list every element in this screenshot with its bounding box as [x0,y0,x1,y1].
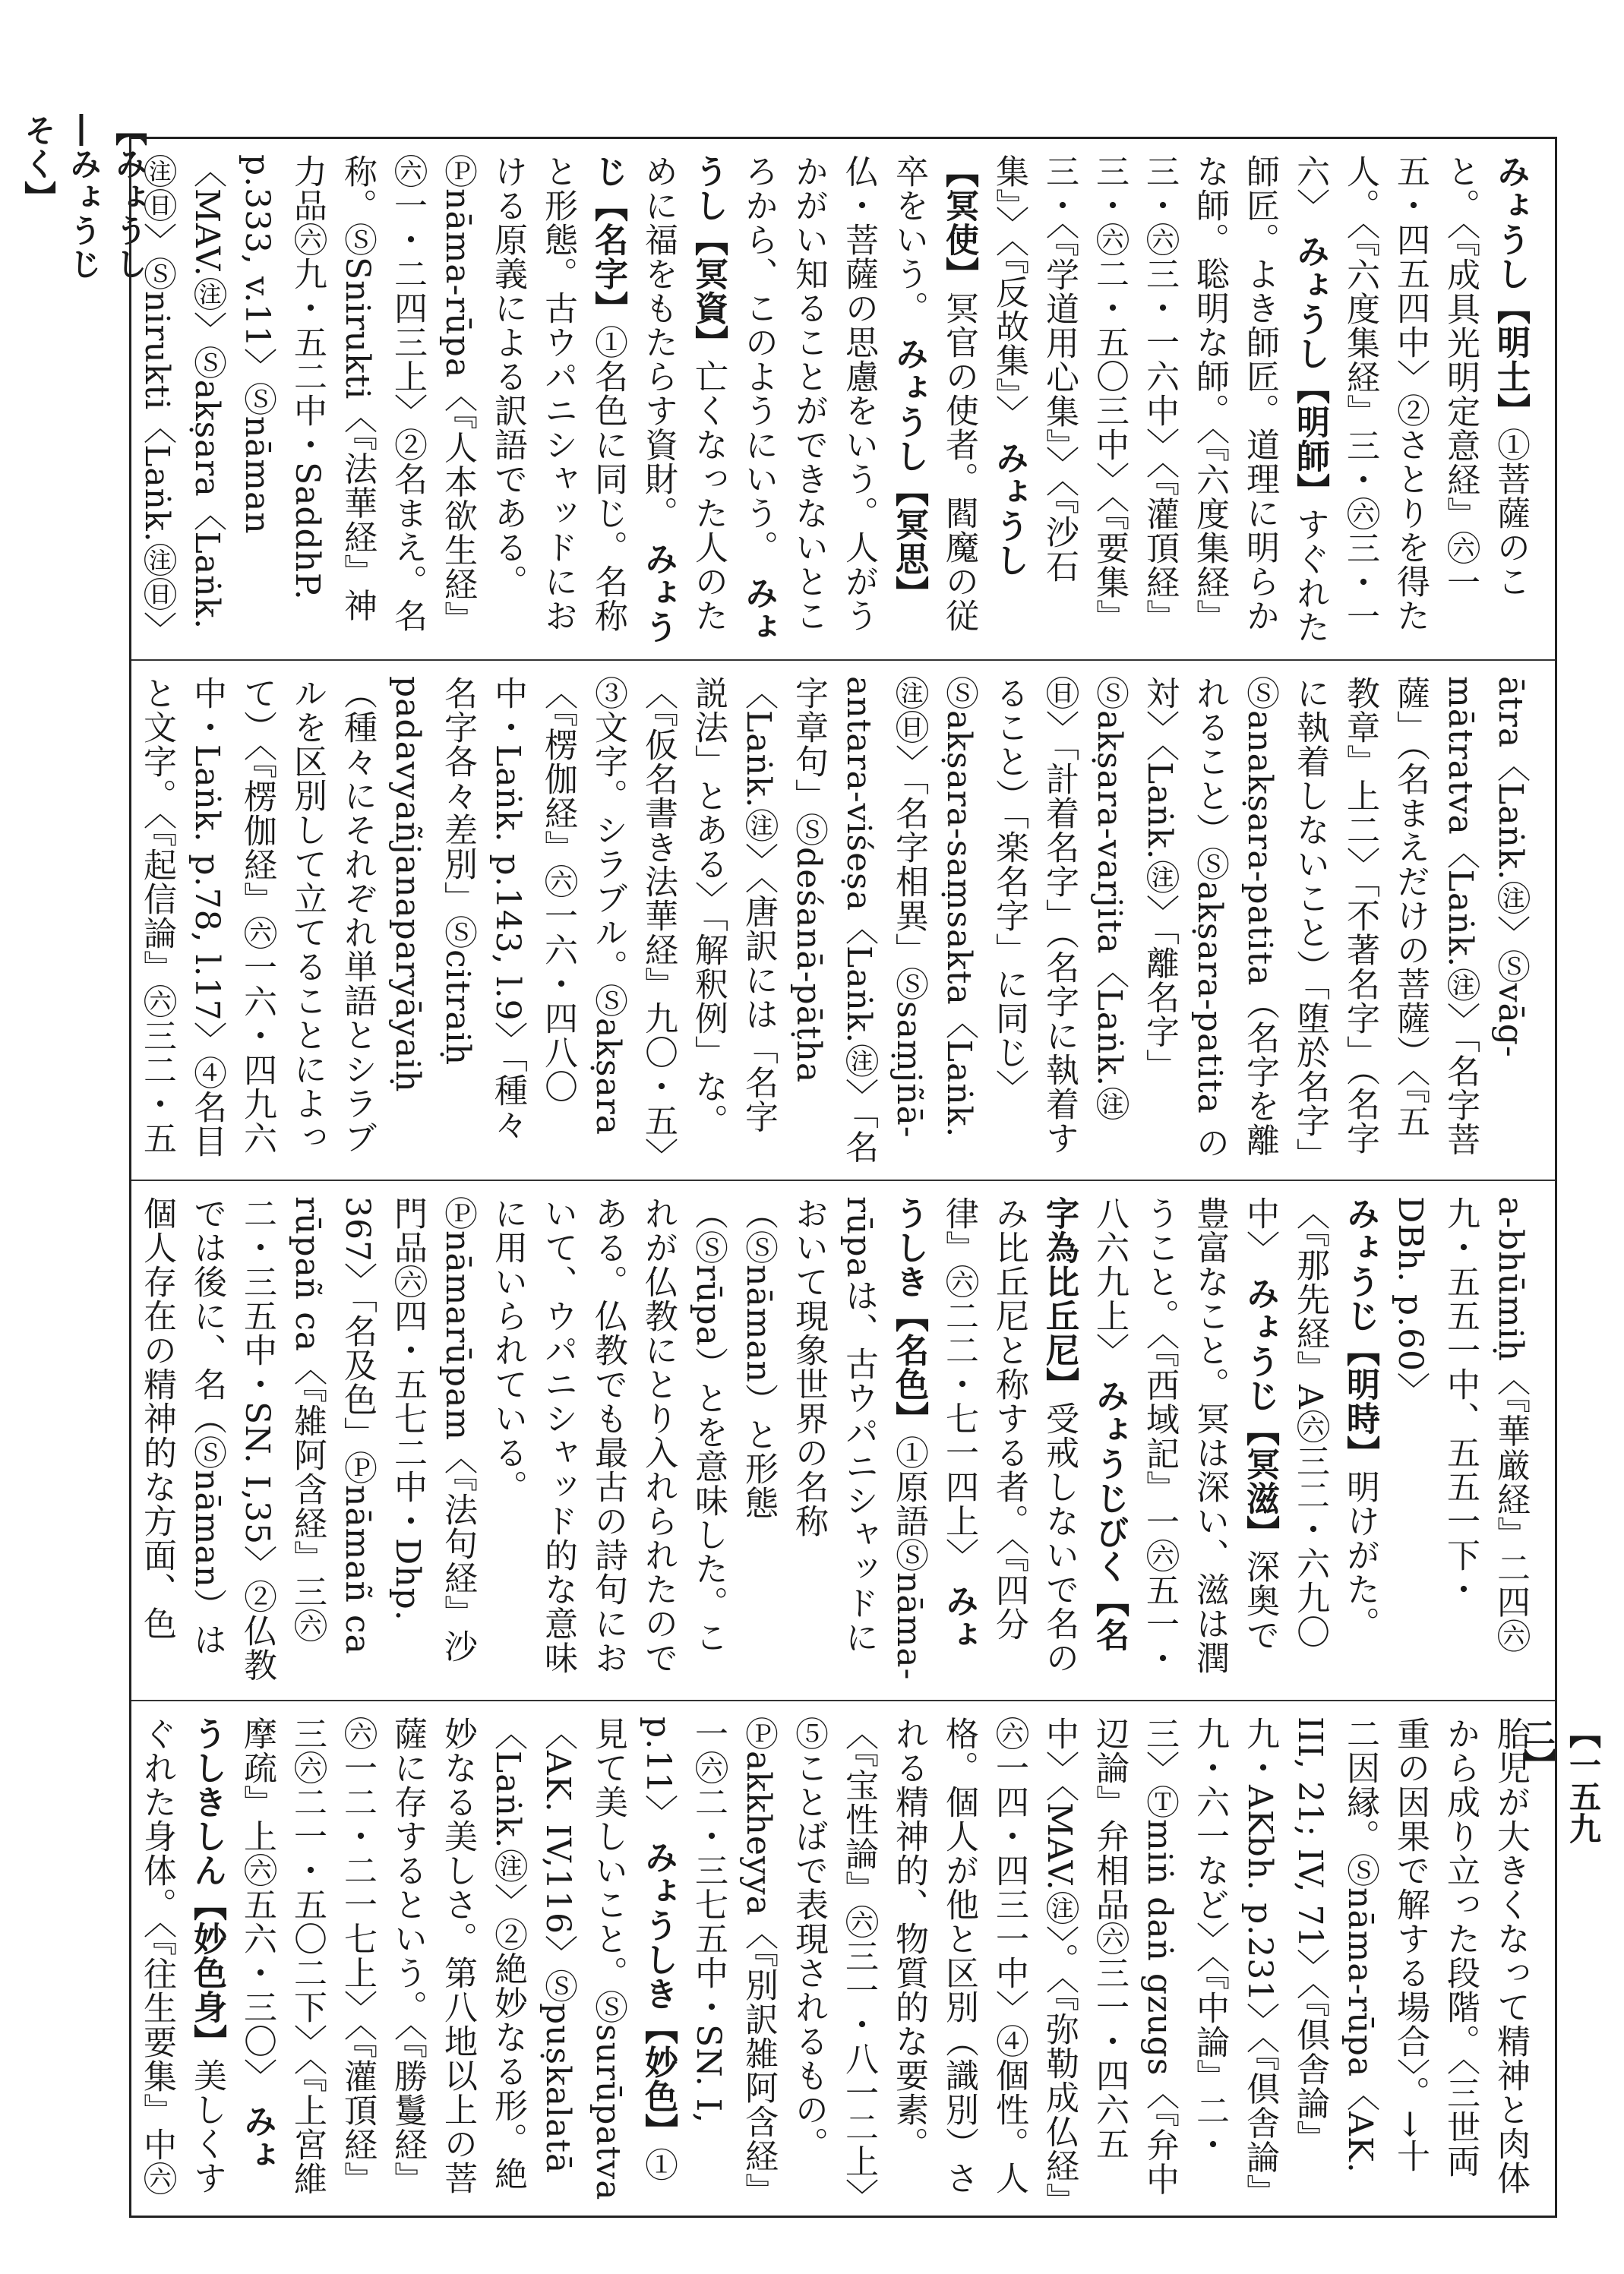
entry-body: 仏・菩薩の思慮をいう。人がうかがい知ることができないところから、このようにいう。 [739,154,878,633]
tier-2 [131,659,1555,1180]
tier-4 [131,1700,1555,2218]
entry-body: ①名色に同じ。名称と形態。古ウパニシャッドにおける原義による訳語である。Ⓟnāma-rūpa〈『人本欲生経』㊅一・二四三上〉②名まえ。名称。ⓈSnirukti〈『法華経』神力品㊅九・五二中・SaddhP. p.333, v.11〉Ⓢnāman〈MAV.㊟〉Ⓢakṣara〈Laṅk.㊟㊐〉Ⓢnirukti〈Laṅk.㊟㊐〉 [137,154,627,636]
entry-body: a-bhūmiḥ〈『華厳経』二四㊅九・五五一中、五五一下・DBh. p.60〉 [1391,1196,1530,1653]
entry-headword: みょうしき【妙色】 [639,1840,678,2148]
entry-headword: みょうし【冥資】 [689,154,778,644]
page-number: 【一五九二】 [1519,1717,1602,1844]
entry-headword: みょうし【明師】 [1291,234,1329,507]
entry-body: 深奥で豊富なこと。冥は深い、滋は潤うこと。〈『西域記』一㊅五一・八六九上〉 [1090,1196,1279,1675]
entry [131,676,1530,1164]
entry-headword: みょうじびく【名字為比丘尼】 [1040,1196,1129,1652]
entry-body: 亡くなった人のために福をもたらす資財。 [639,154,728,633]
entry-headword: みょうじ【明時】 [1341,1196,1379,1470]
entry [238,1717,678,2200]
entry-body: 胎児が大きくなって精神と肉体から成り立った段階。〈三世両重の因果で解する場合〉。→十二因縁。Ⓢnāma-rūpa〈AK. III, 21; IV, 71〉〈『倶舎論』九・AKbh. p.231〉〈『倶舎論』九・六一など〉〈『中論』二・三〉Ⓣmiṅ daṅ gzugs〈『弁中辺論』弁相品㊅三一・四六五中〉〈MAV.㊟〉。〈『弥勒成仏経』㊅一四・四三一中〉④個性。人格。個人が他と区別（識別）される精神的、物質的な要素。〈『宝性論』㊅三一・八一二上〉⑤ことばで表現されるもの。Ⓟakkheyya〈『別訳雑阿含経』一㊅二・三七五中・SN. I, p.11〉 [639,1717,1530,2200]
entry-headword: みょうじ【冥滋】 [1240,1276,1279,1549]
entry [1391,1196,1530,1653]
entry-body: ①原語Ⓢnāma-rūpaは、古ウパニシャッドにおいて現象世界の名称（Ⓢnāman）と形態（Ⓢrūpa）とを意味した。これが仏教にとり入れられたのである。仏教でも最古の詩句において、ウパニシャッド的な意味に用いられている。Ⓟnāmarūpam〈『法句経』沙門品㊅四・五七二中・Dhp. 367〉「名及色」Ⓟnāmañ ca rūpañ ca〈『雑阿含経』三㊅二・三五中・SN. I,35〉②仏教では後に、名（Ⓢnāman）は個人存在の精神的な方面、色 [137,1196,928,1682]
entry-headword: みょうし【明士】 [1491,154,1530,428]
entry-body: ①菩薩のこと。〈『成具光明定意経』㊅一五・四五四中〉②さとりを得た人。〈『六度集経』三・㊅三・一六〉 [1291,154,1530,633]
entry-headword: みょうしき【名色】 [889,1196,978,1652]
page-header: 【みょうし―みょうじそく】 [20,114,148,281]
tier-1 [131,139,1555,659]
entry [990,154,1329,644]
entry-headword: みょうし【冥思】 [889,336,928,610]
entry-body: 明けがた。〈『那先経』A㊅三二・六九〇中〉 [1240,1196,1379,1649]
entry-headword: みょうし【冥使】 [940,154,1028,577]
entry [639,1717,1530,2200]
entry-body: 美しくすぐれた身体。〈『往生要集』中㊅ [137,1717,226,2196]
entry-body: 受戒しないで名のみ比丘尼と称する者。〈『四分律』㊅二二・七一四上〉 [940,1196,1079,1675]
entry-headword: みょうしきしん【妙色身】 [188,1717,276,2172]
entry-body: 冥官の使者。閻魔の従卒をいう。 [889,154,978,633]
entry-body: ①見て美しいこと。Ⓢsurūpatva〈AK. IV,116〉Ⓢpuṣkalatā〈Laṅk.㊟〉②絶妙なる形。絶妙なる美しさ。第八地以上の菩薩に存するという。〈『勝鬘経』㊅一二・二一七上〉〈『灌頂経』三㊅二一・五〇二下〉〈『上宮維摩疏』上㊅五六・三〇〉 [238,1717,678,2201]
dictionary-page-frame [129,137,1557,2218]
entry [131,154,678,644]
entry-body: すぐれた師匠。よき師匠。道理に明らかな師。聡明な師。〈『六度集経』三・㊅三・一六中〉〈『灌頂経』三・㊅二・五〇三中〉〈『要集』三・〈『学道用心集』〉〈『沙石集』〉〈『反故集』〉 [990,154,1329,644]
entry-headword: みょうじ【名字】 [589,154,678,644]
entry [131,1196,978,1682]
tier-3 [131,1180,1555,1700]
entry-body: ātra〈Laṅk.㊟〉Ⓢvāg-mātratva〈Laṅk.㊟〉「名字菩薩」（名まえだけの菩薩）〈『五教章』上二〉「不著名字」（名字に執着しないこと）「堕於名字」Ⓢanakṣara-patita（名字を離れること）Ⓢakṣara-patita の対〉〈Laṅk.㊟〉「離名字」Ⓢakṣara-varjita〈Laṅk.㊟㊐〉「計着名字」（名字に執着すること）「楽名字」に同じ〉Ⓢakṣara-saṃsakta〈Laṅk.㊟㊐〉「名字相異」Ⓢsaṃjñā-antara-viśeṣa〈Laṅk.㊟〉「名字章句」Ⓢdeśanā-pāṭha〈Laṅk.㊟〉〈唐訳には「名字説法」とある〉「解釈例」な。〈『仮名書き法華経』九〇・五〉③文字。シラブル。Ⓢakṣara〈『楞伽経』㊅一六・四八〇中・Laṅk. p.143, l.9〉「種々名字各々差別」Ⓢcitraiḥ padavyañjanaparyāyaiḥ（種々にそれぞれ単語とシラブルを区別して立てることによって）〈『楞伽経』㊅一六・四九六中・Laṅk. p.78, l.17〉④名目と文字。〈『起信論』㊅三二・五 [137,676,1530,1164]
